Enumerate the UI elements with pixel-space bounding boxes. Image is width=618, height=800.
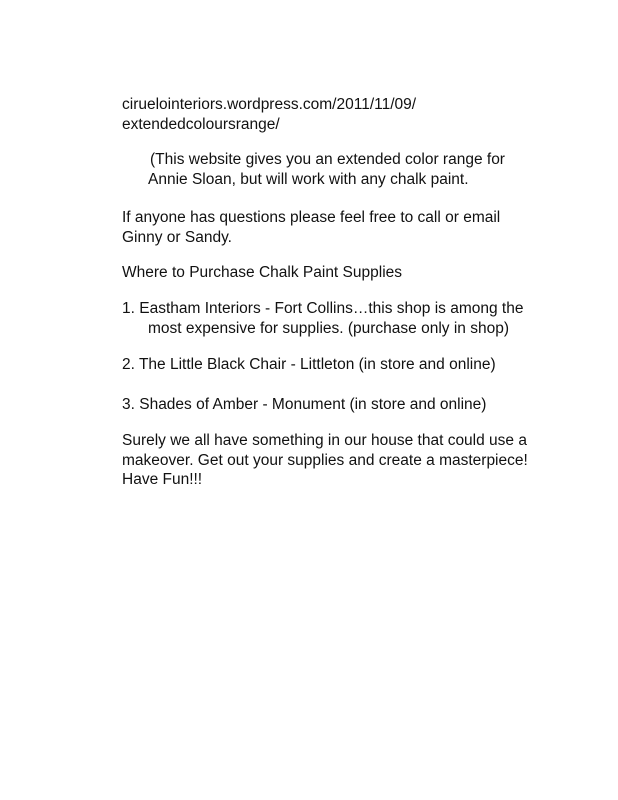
url-line-2: extendedcoloursrange/	[122, 116, 280, 133]
contact-line-2: Ginny or Sandy.	[122, 229, 232, 246]
note-line-2: Annie Sloan, but will work with any chalk paint.	[148, 171, 469, 188]
shop-item-1-line-1: 1. Eastham Interiors - Fort Collins…this shop is among the	[122, 300, 524, 317]
shop-item-2: 2. The Little Black Chair - Littleton (in store and online)	[122, 356, 496, 373]
closing-line-1: Surely we all have something in our house that could use a	[122, 432, 527, 449]
shop-item-1-line-2: most expensive for supplies. (purchase only in shop)	[148, 320, 509, 337]
closing-line-3: Have Fun!!!	[122, 471, 203, 488]
shop-item-3: 3. Shades of Amber - Monument (in store and online)	[122, 396, 487, 413]
url-line-1: ciruelointeriors.wordpress.com/2011/11/09/	[122, 96, 417, 113]
section-heading: Where to Purchase Chalk Paint Supplies	[122, 264, 403, 281]
closing-line-2: makeover. Get out your supplies and create a masterpiece!	[122, 452, 528, 469]
note-line-1: (This website gives you an extended color range for	[150, 151, 505, 168]
contact-line-1: If anyone has questions please feel free to call or email	[122, 209, 501, 226]
